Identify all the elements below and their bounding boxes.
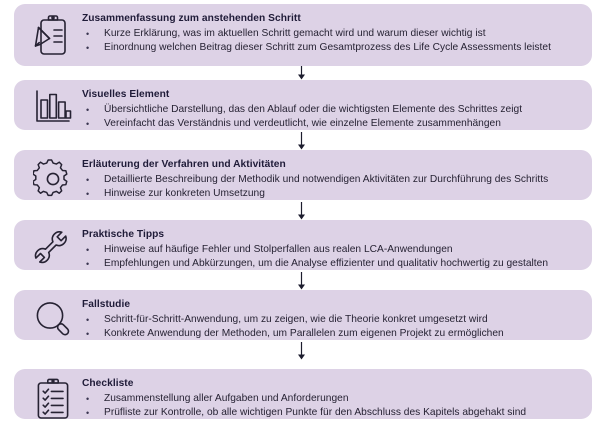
connector-arrow-1 [296,66,307,80]
bar-chart-icon [26,87,80,125]
list-item: • Empfehlungen und Abkürzungen, um die Analyse effizienter und qualitativ hochwertig zu gestalten [82,257,582,271]
step-bullets [82,243,582,272]
clipboard-pencil-icon [26,11,80,57]
flow-step-checkliste[interactable] [14,369,592,419]
connector-arrow-3 [296,202,307,220]
checklist-clipboard-icon [26,376,80,420]
list-item: • Übersichtliche Darstellung, das den Ablauf oder die wichtigsten Elemente des Schrittes zeigt [82,103,582,117]
step-title: Zusammenfassung zum anstehenden Schritt [82,13,301,24]
list-item: • Schritt-für-Schritt-Anwendung, um zu zeigen, wie die Theorie konkret umgesetzt wird [82,313,582,327]
flow-step-visuelles-element[interactable] [14,80,592,130]
step-content [80,157,582,202]
list-item: • Hinweise auf häufige Fehler und Stolperfallen aus realen LCA-Anwendungen [82,243,582,257]
flow-step-fallstudie[interactable] [14,290,592,340]
gear-icon [26,157,80,199]
list-item: • Kurze Erklärung, was im aktuellen Schritt gemacht wird und warum dieser wichtig ist [82,27,582,41]
list-item: • Hinweise zur konkreten Umsetzung [82,187,582,201]
step-title: Praktische Tipps [82,229,165,240]
flow-step-praktische-tipps[interactable] [14,220,592,270]
list-item: • Einordnung welchen Beitrag dieser Schritt zum Gesamtprozess des Life Cycle Assessments leistet [82,41,582,55]
step-content [80,11,582,56]
step-bullets [82,27,582,56]
step-bullets [82,313,582,342]
step-title: Erläuterung der Verfahren und Aktivitäten [82,159,286,170]
flow-step-erlaeuterung[interactable] [14,150,592,200]
magnifier-icon [26,297,80,339]
list-item: • Konkrete Anwendung der Methoden, um Parallelen zum eigenen Projekt zu ermöglichen [82,327,582,341]
list-item: • Prüfliste zur Kontrolle, ob alle wichtigen Punkte für den Abschluss des Kapitels abgehakt sind [82,406,582,420]
connector-arrow-4 [296,272,307,290]
step-title: Fallstudie [82,299,131,310]
step-content [80,297,582,342]
list-item: • Detaillierte Beschreibung der Methodik und notwendigen Aktivitäten zur Durchführung des Schritts [82,173,582,187]
step-content [80,227,582,272]
wrench-icon [26,227,80,269]
step-bullets [82,103,582,132]
step-bullets [82,173,582,202]
step-title: Checkliste [82,378,134,389]
step-content [80,376,582,421]
flow-step-zusammenfassung[interactable] [14,4,592,66]
list-item: • Zusammenstellung aller Aufgaben und Anforderungen [82,392,582,406]
connector-arrow-5 [296,342,307,360]
step-content [80,87,582,132]
step-bullets [82,392,582,421]
connector-arrow-2 [296,132,307,150]
list-item: • Vereinfacht das Verständnis und verdeutlicht, wie einzelne Elemente zusammenhängen [82,117,582,131]
step-title: Visuelles Element [82,89,170,100]
